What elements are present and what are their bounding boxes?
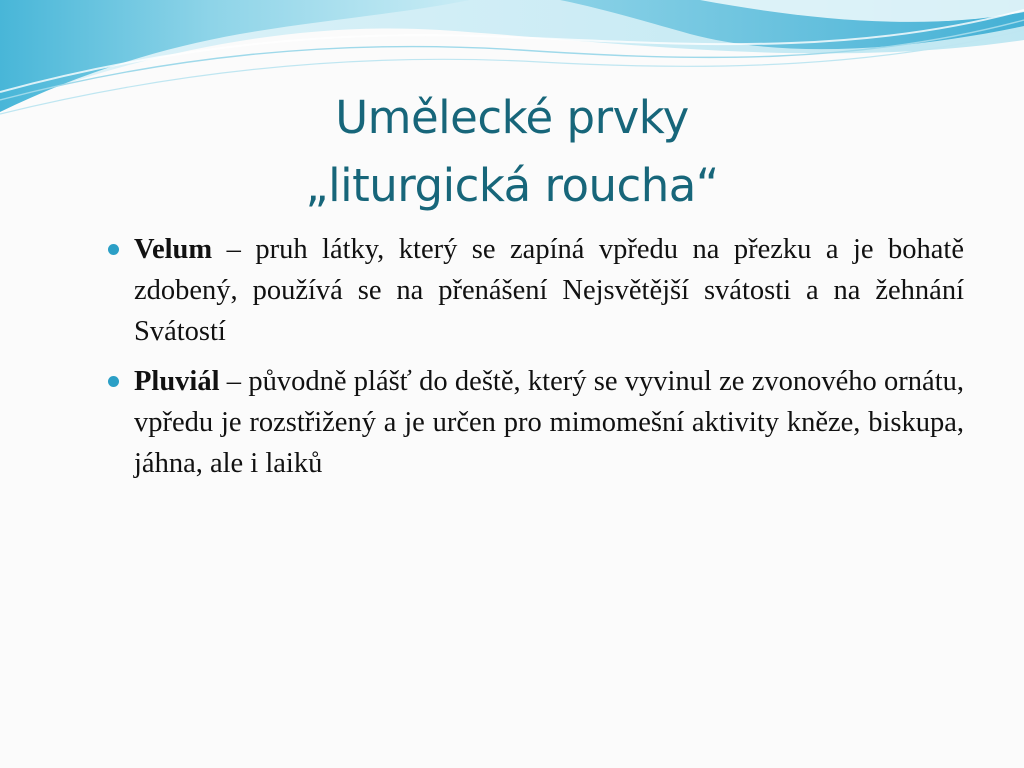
bullet-term: Velum <box>134 234 213 265</box>
slide-title <box>112 84 912 219</box>
bullet-item-velum <box>106 229 964 352</box>
bullet-list <box>106 229 964 493</box>
bullet-dot-icon <box>108 376 119 387</box>
bullet-term: Pluviál <box>134 366 220 397</box>
bullet-description: – původně plášť do deště, který se vyvinul ze zvonového ornátu, vpředu je rozstřižený a je určen pro mimomešní aktivity kněze, biskupa, jáhna, ale i laiků <box>134 366 964 479</box>
slide-title-line-2: „liturgická roucha“ <box>305 158 719 212</box>
bullet-item-pluvial <box>106 361 964 484</box>
bullet-dot-icon <box>108 244 119 255</box>
bullet-description: – pruh látky, který se zapíná vpředu na přezku a je bohatě zdobený, používá se na přenášení Nejsvětější svátosti a na žehnání Svátostí <box>134 234 964 347</box>
slide-title-line-1: Umělecké prvky <box>335 91 689 144</box>
